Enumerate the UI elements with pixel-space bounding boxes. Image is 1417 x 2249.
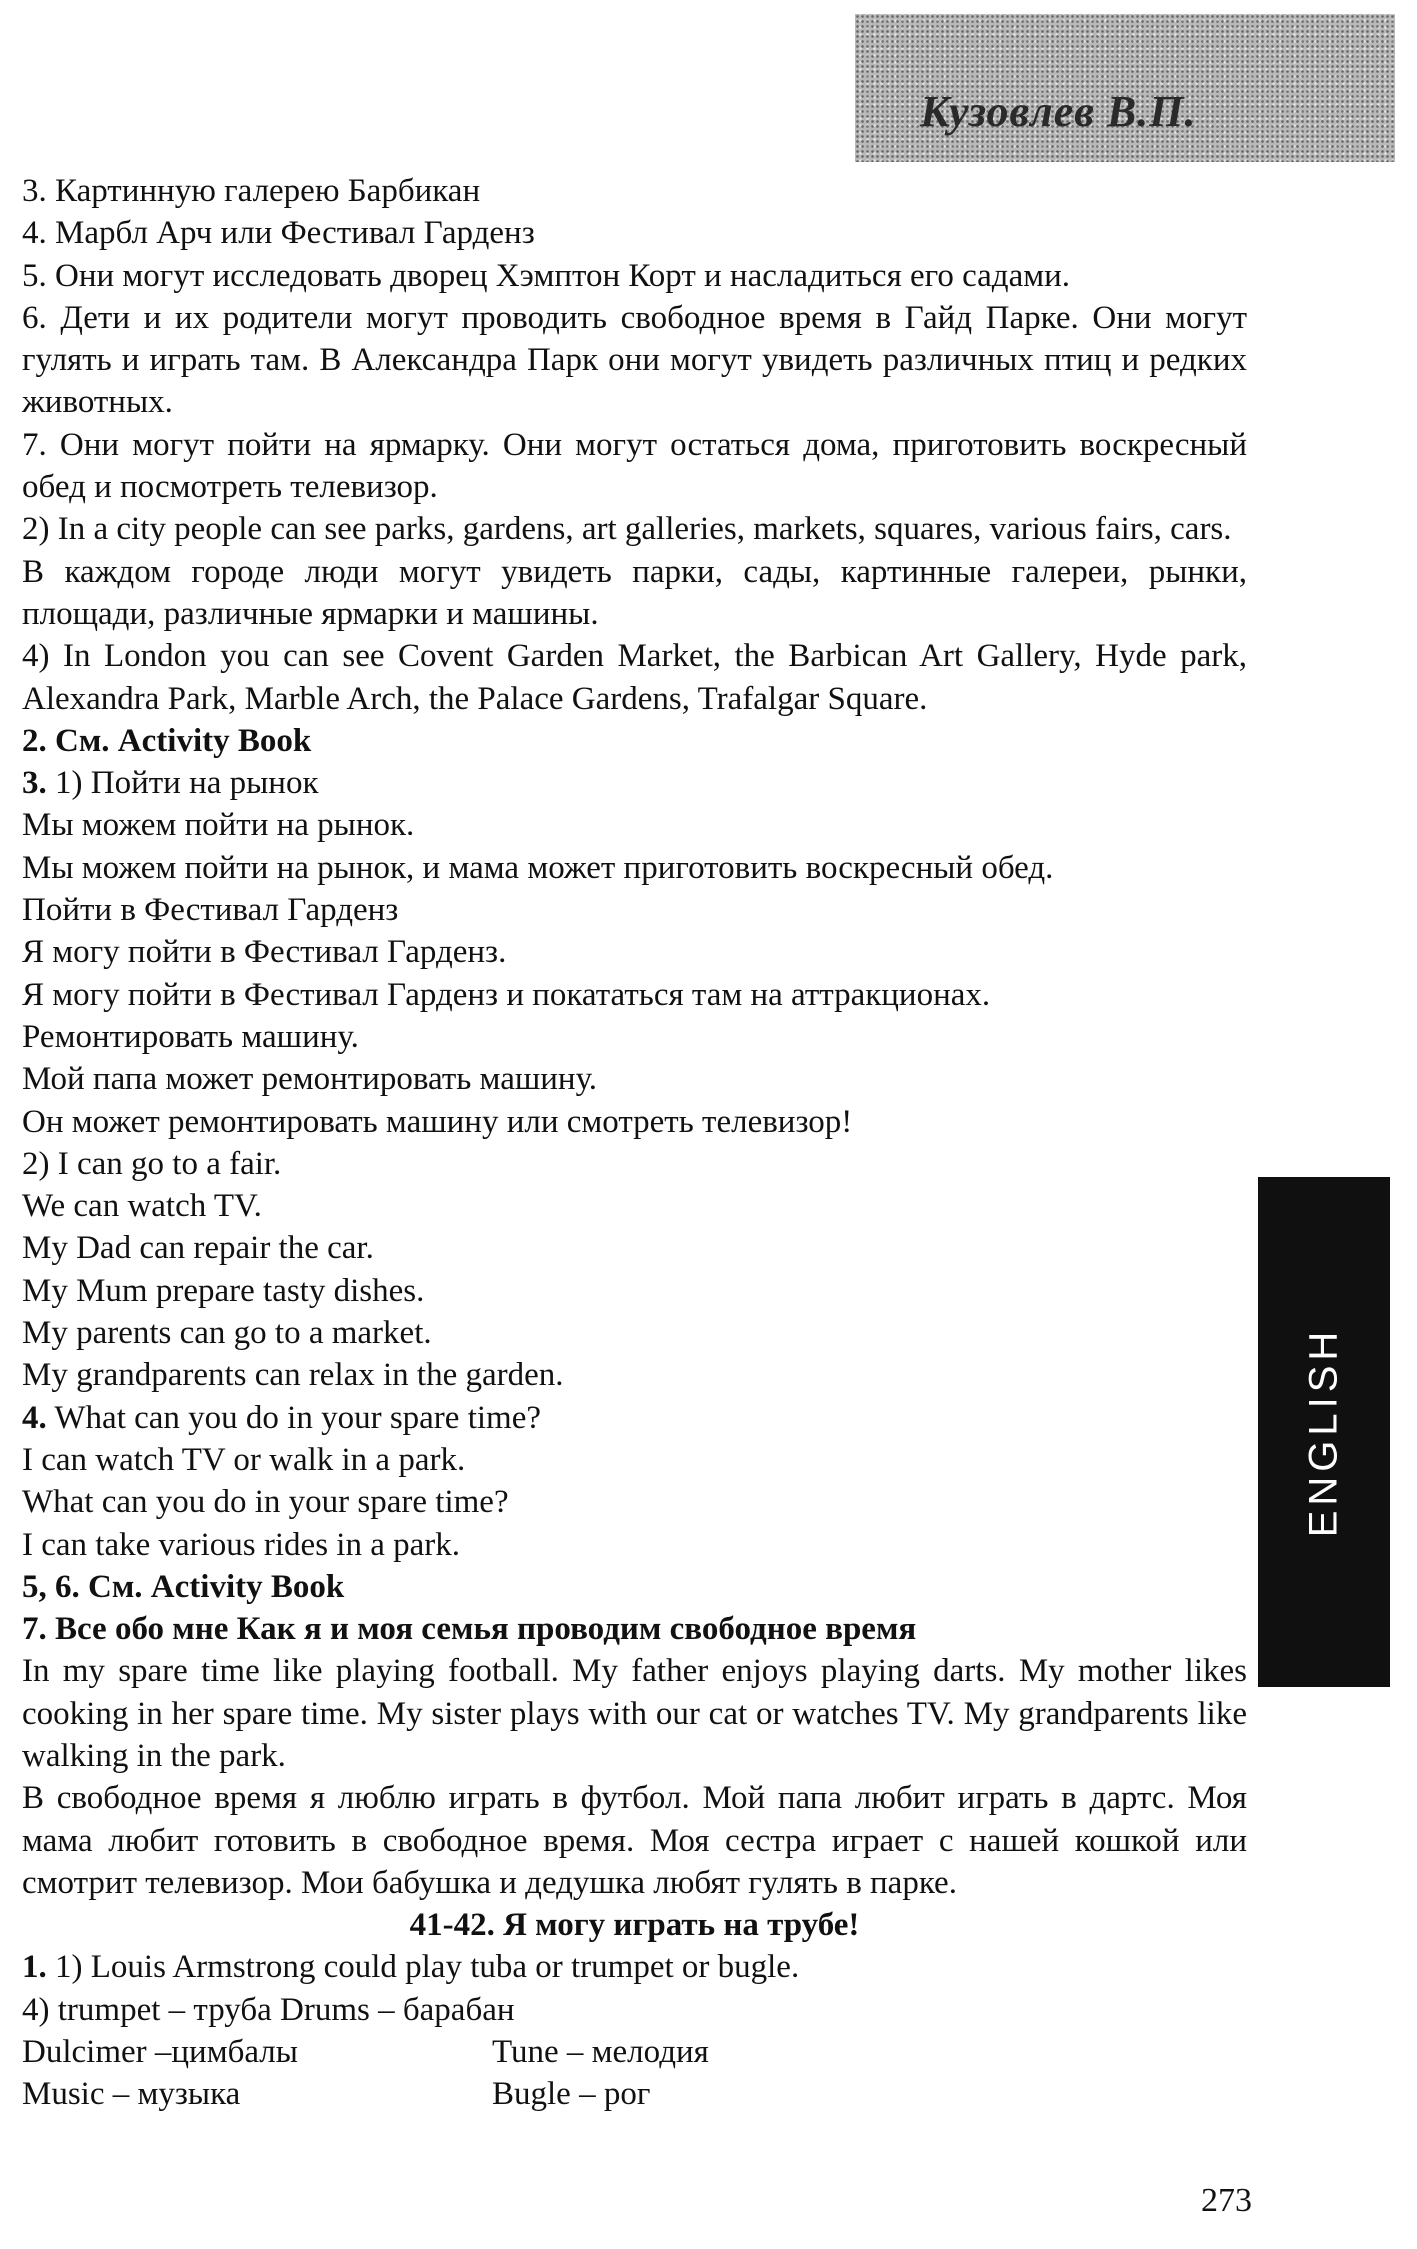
item-number: 4. (22, 1399, 47, 1436)
item-text: What can you do in your spare time? (46, 1399, 541, 1436)
page-number: 273 (1201, 2182, 1252, 2219)
text-line: Мой папа может ремонтировать машину. (22, 1061, 598, 1098)
vocab-row (22, 2031, 1247, 2073)
text-line: My grandparents can relax in the garden. (22, 1357, 564, 1394)
text-line (22, 762, 1247, 804)
text-line (22, 1946, 1247, 1988)
section-heading: 7. Все обо мне Как я и моя семья проводим свободное время (22, 1611, 917, 1648)
vocab-right: Tune – мелодия (492, 2034, 709, 2071)
text-line: Мы можем пойти на рынок. (22, 807, 415, 844)
text-line: 4) trumpet – труба Drums – барабан (22, 1991, 515, 2028)
side-tab-label: ENGLISH (1301, 1326, 1346, 1538)
vocab-row (22, 2073, 1247, 2115)
text-line: I can watch TV or walk in a park. (22, 1441, 466, 1478)
text-line: My Mum prepare tasty dishes. (22, 1272, 425, 1309)
vocab-right: Bugle – рог (492, 2076, 651, 2113)
text-line: We can watch TV. (22, 1188, 262, 1225)
text-line: 4. Марбл Арч или Фестивал Гарденз (22, 215, 535, 252)
text-line: Он может ремонтировать машину или смотреть телевизор! (22, 1103, 853, 1140)
vocab-left: Dulcimer –цимбалы (22, 2034, 298, 2071)
item-number: 1. (22, 1949, 47, 1986)
text-line: What can you do in your spare time? (22, 1484, 509, 1521)
item-text: 1) Louis Armstrong could play tuba or trumpet or bugle. (46, 1949, 800, 1986)
text-paragraph: 6. Дети и их родители могут проводить свободное время в Гайд Парке. Они могут гулять и играть там. В Александра Парк они могут увидеть различных птиц и редких животных. (22, 299, 1247, 421)
text-paragraph: 7. Они могут пойти на ярмарку. Они могут остаться дома, приготовить воскресный обед и посмотреть телевизор. (22, 426, 1247, 506)
text-paragraph: In my spare time like playing football. My father enjoys playing darts. My mother likes cooking in her spare time. My sister plays with our cat or watches TV. My grandparents like walking in the park. (22, 1653, 1247, 1774)
section-heading: 2. См. Activity Book (22, 722, 312, 759)
text-line: 5. Они могут исследовать дворец Хэмптон Корт и насладиться его садами. (22, 257, 1071, 294)
text-line: My Dad can repair the car. (22, 1230, 374, 1267)
text-line: Я могу пойти в Фестивал Гарденз. (22, 934, 507, 971)
text-paragraph: 4) In London you can see Covent Garden Market, the Barbican Art Gallery, Hyde park, Alexandra Park, Marble Arch, the Palace Gardens, Trafalgar Square. (22, 638, 1247, 717)
page-text (22, 170, 1247, 2116)
side-tab (1258, 1177, 1390, 1687)
item-text: 1) Пойти на рынок (46, 765, 319, 802)
text-line: I can take various rides in a park. (22, 1526, 460, 1563)
text-paragraph: 2) In a city people can see parks, gardens, art galleries, markets, squares, various fairs, cars. (22, 511, 1232, 548)
header-author: Кузовлев В.П. (920, 87, 1197, 136)
text-paragraph: В каждом городе люди могут увидеть парки, сады, картинные галереи, рынки, площади, различные ярмарки и машины. (22, 553, 1247, 632)
text-line (22, 1397, 1247, 1439)
text-line: Я могу пойти в Фестивал Гарденз и покататься там на аттракционах. (22, 976, 991, 1013)
text-line: 3. Картинную галерею Барбикан (22, 173, 481, 209)
text-line: My parents can go to a market. (22, 1315, 432, 1352)
vocab-left: Music – музыка (22, 2076, 241, 2113)
text-paragraph: В свободное время я люблю играть в футбол. Мой папа любит играть в дартс. Моя мама любит готовить в свободное время. Моя сестра играет с нашей кошкой или смотрит телевизор. Мои бабушка и дедушка любят гулять в парке. (22, 1780, 1247, 1901)
item-number: 3. (22, 765, 47, 802)
section-heading: 5, 6. См. Activity Book (22, 1568, 345, 1605)
text-line: Пойти в Фестивал Гарденз (22, 892, 399, 929)
text-line: Мы можем пойти на рынок, и мама может приготовить воскресный обед. (22, 849, 1054, 886)
text-line: Ремонтировать машину. (22, 1018, 359, 1055)
text-line: 2) I can go to a fair. (22, 1145, 282, 1182)
lesson-title: 41-42. Я могу играть на трубе! (409, 1907, 860, 1944)
